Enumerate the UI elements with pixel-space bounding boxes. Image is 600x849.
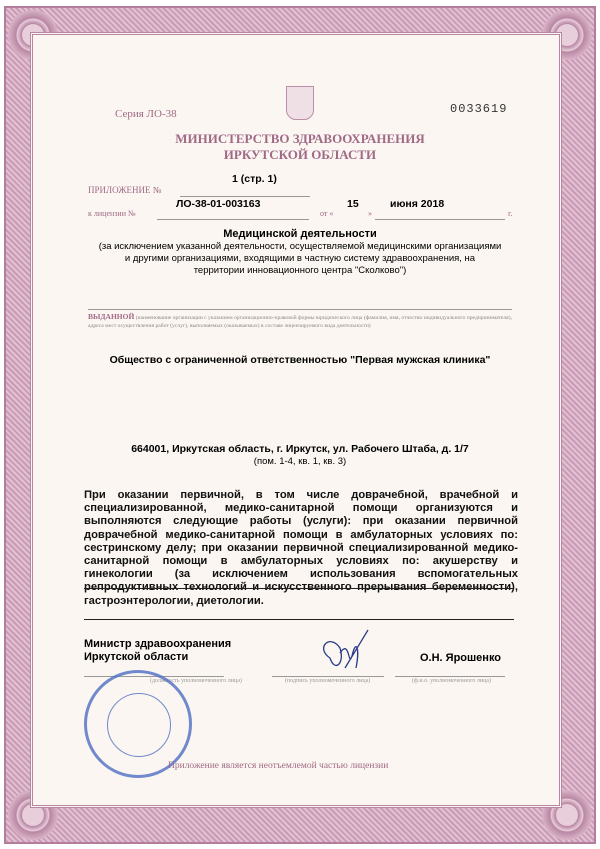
position-caption: (должность уполномоченного лица)	[150, 678, 242, 684]
from-label: от «	[320, 209, 334, 218]
address: 664001, Иркутская область, г. Иркутск, ул. Рабочего Штаба, д. 1/7	[131, 443, 469, 455]
issued-label: ВЫДАННОЙ	[88, 312, 135, 321]
address-premises: (пом. 1-4, кв. 1, кв. 3)	[253, 456, 347, 467]
activity-desc: и другими организациями, входящими в частную систему здравоохранения, на	[124, 253, 476, 264]
license-number: ЛО-38-01-003163	[176, 198, 261, 210]
signature-caption: (подпись уполномоченного лица)	[285, 678, 371, 684]
form-number: 0033619	[450, 102, 508, 116]
from-mid: »	[368, 209, 372, 218]
name-caption: (ф.и.о. уполномоченного лица)	[412, 678, 491, 684]
license-label: к лицензии №	[88, 209, 136, 218]
signer-position: Иркутской области	[84, 651, 189, 663]
year-suffix: г.	[508, 209, 513, 218]
activity-desc: территории инновационного центра "Сколково")	[193, 265, 407, 276]
signer-position: Министр здравоохранения	[84, 638, 232, 650]
signer-name: О.Н. Ярошенко	[420, 652, 502, 664]
signature-icon	[310, 628, 370, 678]
issued-note-text: (наименование организации с указанием организационно-правовой формы юридического лица (фамилия, имя, отчество индивидуального предпринимателя), адреса мест осуществления работ (услуг), выполняемых (оказываемых) в составе лицензируемого вида деятельности)	[88, 315, 512, 329]
annex-label: ПРИЛОЖЕНИЕ №	[88, 185, 162, 195]
organization-name: Общество с ограниченной ответственностью "Первая мужская клиника"	[109, 354, 491, 366]
activity-desc: (за исключением указанной деятельности, осуществляемой медицинскими организациями	[98, 241, 502, 252]
activity-title: Медицинской деятельности	[223, 228, 377, 240]
license-day: 15	[347, 198, 359, 210]
annex-number: 1 (стр. 1)	[232, 173, 277, 185]
series: Серия ЛО-38	[115, 108, 177, 120]
services-text: При оказании первичной, в том числе доврачебной, врачебной и специализированной, медико-санитарной помощи организуются и выполняются следующие работы (услуги): при оказании первичной доврачебной медико-санитарной помощи в амбулаторных условиях по: сестринскому делу; при оказании первичной специализированной медико-санитарной помощи в амбулаторных условиях по: акушерству и гинекологии (за исключением использования вспомогательных репродуктивных технологий и искусственного прерывания беременности), гастроэнтерологии, диетологии.	[84, 489, 518, 607]
ministry-title-region: ИРКУТСКОЙ ОБЛАСТИ	[223, 147, 377, 162]
footer-note: Приложение является неотъемлемой частью лицензии	[168, 761, 389, 771]
ministry-title: МИНИСТЕРСТВО ЗДРАВООХРАНЕНИЯ	[175, 131, 425, 146]
issued-note	[88, 313, 512, 330]
license-month-year: июня 2018	[390, 198, 445, 210]
coat-of-arms-icon	[286, 86, 314, 120]
